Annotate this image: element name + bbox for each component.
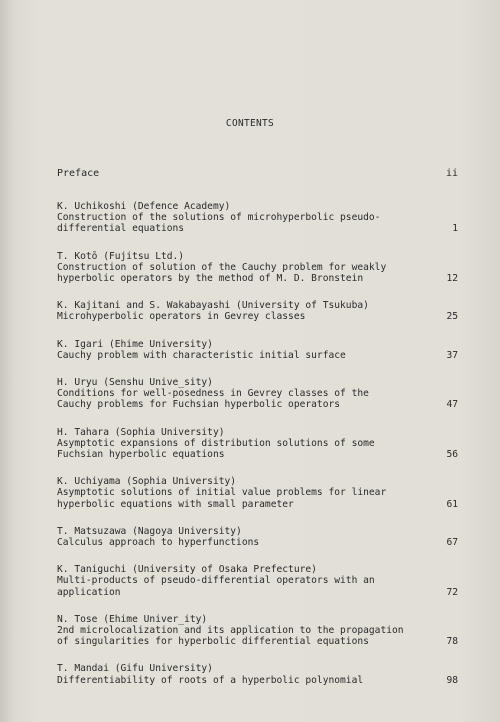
contents-entry — [57, 564, 458, 614]
entry-title-line: Calculus approach to hyperfunctions — [57, 536, 260, 548]
contents-entry — [57, 300, 458, 338]
entry-title-line: Construction of the solutions of microhyperbolic pseudo- — [57, 212, 381, 224]
entry-title-line: application — [57, 586, 121, 598]
entry-page-number: 1 — [452, 223, 458, 235]
entry-page-number: 78 — [446, 636, 458, 648]
entry-page-number: 61 — [446, 498, 458, 510]
contents-entry — [57, 526, 458, 564]
entry-title-line: Cauchy problems for Fuchsian hyperbolic operators — [57, 399, 341, 411]
entry-title-line: Construction of solution of the Cauchy problem for weakly — [57, 261, 387, 273]
preface-page-number: ii — [445, 168, 458, 179]
contents-entry — [57, 251, 458, 301]
entry-author: T. Kotō (Fujitsu Ltd.) — [57, 250, 185, 262]
entry-page-number: 56 — [446, 448, 458, 460]
entry-title-line: Asymptotic expansions of distribution solutions of some — [57, 437, 375, 449]
entry-author: T. Mandai (Gifu University) — [57, 663, 213, 675]
entry-page-number: 98 — [446, 674, 458, 686]
entry-page-number: 72 — [446, 586, 458, 598]
entry-title-line: hyperbolic equations with small parameter — [57, 498, 294, 510]
contents-entry — [57, 614, 458, 664]
entry-title-line: Cauchy problem with characteristic initial surface — [57, 349, 346, 361]
entry-title-line: Conditions for well-posedness in Gevrey classes of the — [57, 388, 369, 400]
entry-author: H. Tahara (Sophia University) — [57, 426, 225, 438]
entry-author: T. Matsuzawa (Nagoya University) — [57, 525, 242, 537]
entry-author: K. Taniguchi (University of Osaka Prefecture) — [57, 564, 317, 576]
contents-entry — [57, 427, 458, 477]
entry-page-number: 12 — [446, 272, 458, 284]
entry-author: H. Uryu (Senshu Unive_sity) — [57, 376, 213, 388]
entry-page-number: 25 — [446, 311, 458, 323]
contents-entry — [57, 663, 458, 701]
entry-author: K. Igari (Ehime University) — [57, 338, 213, 350]
entry-title-line: Microhyperbolic operators in Gevrey classes — [57, 311, 306, 323]
entry-author: K. Uchikoshi (Defence Academy) — [57, 201, 231, 212]
contents-entry — [57, 377, 458, 427]
entry-page-number: 37 — [446, 349, 458, 361]
entry-title-line: Multi-products of pseudo-differential operators with an — [57, 575, 375, 587]
contents-entry — [57, 476, 458, 526]
entry-title-line: Asymptotic solutions of initial value problems for linear — [57, 487, 387, 499]
contents-entry — [57, 339, 458, 377]
entry-title-line: of singularities for hyperbolic differential equations — [57, 636, 369, 648]
entry-author: K. Uchiyama (Sophia University) — [57, 476, 237, 488]
entry-title-line: hyperbolic operators by the method of M. D. Bronstein — [57, 273, 364, 284]
entry-page-number: 67 — [446, 536, 458, 548]
entry-title-line: 2nd microlocalization and its application to the propagation — [57, 624, 404, 636]
page-title: CONTENTS — [225, 118, 275, 129]
entry-title-line: differential equations — [57, 223, 185, 235]
entry-author: K. Kajitani and S. Wakabayashi (University of Tsukuba) — [57, 300, 369, 312]
contents-entry — [57, 201, 458, 251]
entry-author: N. Tose (Ehime Univer_ity) — [57, 613, 208, 625]
entry-title-line: Fuchsian hyperbolic equations — [57, 448, 225, 460]
entry-page-number: 47 — [446, 399, 458, 411]
preface-label: Preface — [57, 168, 100, 179]
entry-title-line: Differentiability of roots of a hyperbolic polynomial — [57, 674, 364, 686]
contents-list — [57, 201, 458, 702]
